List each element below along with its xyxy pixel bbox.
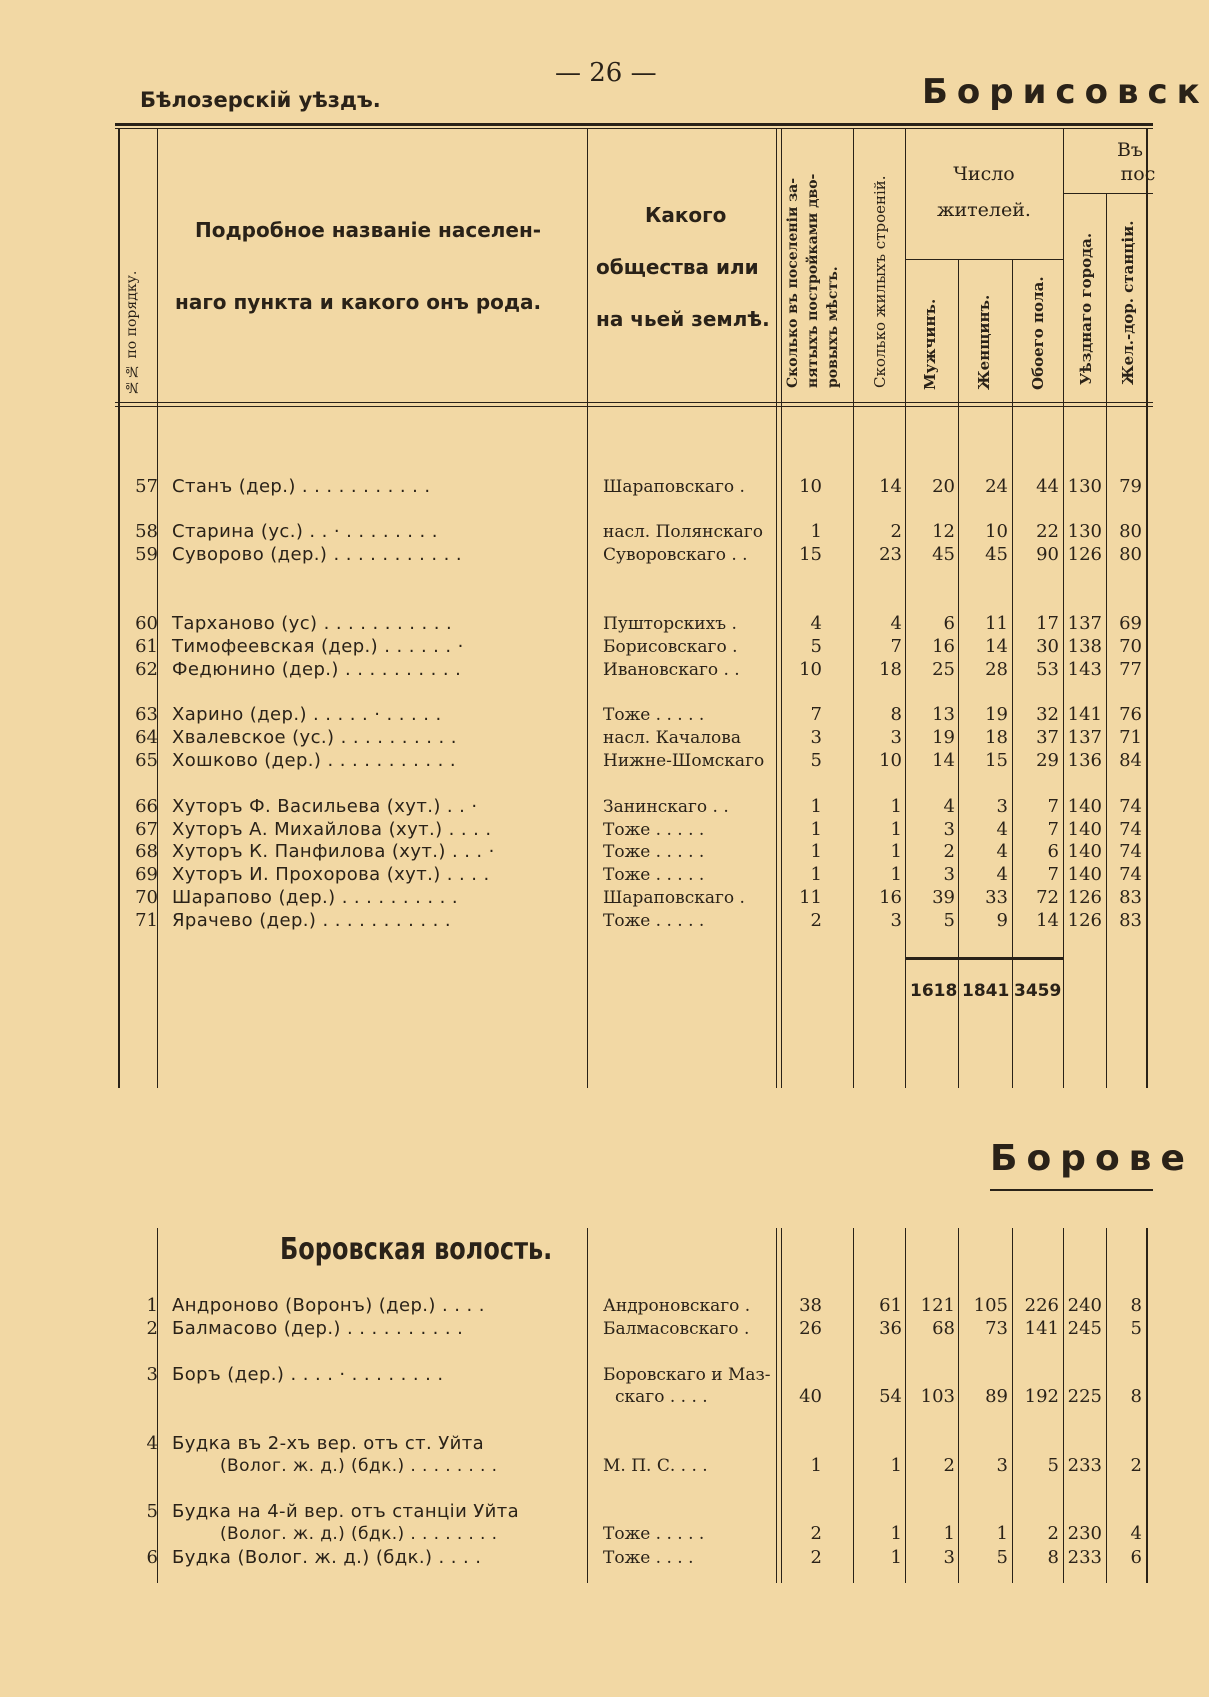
households: 2	[810, 1547, 822, 1568]
total: 2	[1047, 1523, 1059, 1544]
col-line	[1012, 259, 1013, 1088]
men: 45	[932, 544, 955, 565]
distance-station: 84	[1119, 750, 1142, 771]
row-number: 69	[135, 864, 158, 885]
row-number: 67	[135, 819, 158, 840]
society-name: Тоже . . . . .	[603, 911, 705, 931]
total: 32	[1036, 704, 1059, 725]
society-name: Тоже . . . . .	[603, 1524, 705, 1544]
men: 12	[932, 521, 955, 542]
men: 13	[932, 704, 955, 725]
men: 3	[943, 864, 955, 885]
men: 5	[943, 910, 955, 931]
settlement-name: Хуторъ Ф. Васильева (хут.) . . ·	[172, 796, 478, 817]
total-both: 3459	[1014, 981, 1062, 1001]
row-number: 1	[146, 1295, 158, 1316]
households: 10	[799, 659, 822, 680]
col-name-header-2: наго пункта и какого онъ рода.	[175, 290, 542, 314]
households: 2	[810, 1523, 822, 1544]
women: 33	[985, 887, 1008, 908]
society-name: Нижне-Шомскаго	[603, 751, 765, 771]
col-society-header-3: на чьей землѣ.	[596, 307, 770, 331]
settlement-name: Федюнино (дер.) . . . . . . . . . .	[172, 659, 462, 680]
total: 72	[1036, 887, 1059, 908]
buildings: 1	[890, 819, 902, 840]
distance-town: 140	[1067, 796, 1102, 817]
distance-station: 77	[1119, 659, 1142, 680]
total: 29	[1036, 750, 1059, 771]
distance-town: 136	[1067, 750, 1102, 771]
distance-station: 5	[1130, 1318, 1142, 1339]
row-number: 68	[135, 841, 158, 862]
distance-station: 4	[1130, 1523, 1142, 1544]
col-line	[1106, 193, 1107, 1088]
total: 14	[1036, 910, 1059, 931]
settlement-name-continued: (Волог. ж. д.) (бдк.) . . . . . . . .	[220, 1456, 498, 1476]
men: 16	[932, 636, 955, 657]
households: 5	[810, 636, 822, 657]
buildings: 36	[879, 1318, 902, 1339]
distance-station: 74	[1119, 864, 1142, 885]
women: 28	[985, 659, 1008, 680]
total: 226	[1024, 1295, 1059, 1316]
total: 7	[1047, 819, 1059, 840]
buildings: 1	[890, 1523, 902, 1544]
section-rule	[990, 1189, 1153, 1191]
women: 73	[985, 1318, 1008, 1339]
settlement-name: Ярачево (дер.) . . . . . . . . . . .	[172, 910, 452, 931]
society-name: Суворовскаго . .	[603, 545, 748, 565]
settlement-name: Станъ (дер.) . . . . . . . . . . .	[172, 476, 431, 497]
total: 192	[1024, 1386, 1059, 1407]
households: 15	[799, 544, 822, 565]
row-number: 71	[135, 910, 158, 931]
volost-header: Борисовск	[922, 72, 1209, 112]
total: 53	[1036, 659, 1059, 680]
men: 14	[932, 750, 955, 771]
men: 19	[932, 727, 955, 748]
distance-town: 126	[1067, 887, 1102, 908]
settlement-name: Хвалевское (ус.) . . . . . . . . . .	[172, 727, 457, 748]
distance-station: 76	[1119, 704, 1142, 725]
households: 1	[810, 864, 822, 885]
buildings: 54	[879, 1386, 902, 1407]
total: 7	[1047, 796, 1059, 817]
society-name: Шараповскаго .	[603, 477, 745, 497]
col-line	[1146, 1228, 1148, 1583]
table-top-rule	[115, 123, 1153, 126]
buildings: 4	[890, 613, 902, 634]
total: 22	[1036, 521, 1059, 542]
row-number: 60	[135, 613, 158, 634]
distance-town: 137	[1067, 727, 1102, 748]
distance-station: 2	[1130, 1455, 1142, 1476]
women: 3	[996, 1455, 1008, 1476]
men: 68	[932, 1318, 955, 1339]
men: 3	[943, 1547, 955, 1568]
table-top-rule-thin	[115, 128, 1153, 129]
settlement-name: Хуторъ К. Панфилова (хут.) . . . ·	[172, 841, 495, 862]
society-name: насл. Качалова	[603, 728, 742, 748]
header-bottom-rule	[115, 402, 1153, 403]
men: 2	[943, 1455, 955, 1476]
col-households-header-2: нятыхъ постройками дво-	[805, 173, 821, 388]
society-name: насл. Полянскаго	[603, 522, 763, 542]
society-name-continued: скаго . . . .	[615, 1387, 708, 1407]
settlement-name: Хуторъ И. Прохорова (хут.) . . . .	[172, 864, 490, 885]
households: 1	[810, 819, 822, 840]
row-number: 66	[135, 796, 158, 817]
distance-station: 83	[1119, 887, 1142, 908]
men: 121	[920, 1295, 955, 1316]
distance-station: 6	[1130, 1547, 1142, 1568]
totals-rule	[905, 957, 1063, 960]
residents-header-1: Число	[953, 163, 1015, 185]
households: 2	[810, 910, 822, 931]
settlement-name: Суворово (дер.) . . . . . . . . . . .	[172, 544, 463, 565]
col-men-header: Мужчинъ.	[921, 298, 939, 390]
row-number: 4	[146, 1433, 158, 1454]
distance-town: 130	[1067, 476, 1102, 497]
buildings: 23	[879, 544, 902, 565]
total-women: 1841	[962, 981, 1010, 1001]
settlement-name: Будка (Волог. ж. д.) (бдк.) . . . .	[172, 1547, 482, 1568]
total: 30	[1036, 636, 1059, 657]
distance-station: 8	[1130, 1295, 1142, 1316]
women: 24	[985, 476, 1008, 497]
households: 26	[799, 1318, 822, 1339]
society-name: Шараповскаго .	[603, 888, 745, 908]
buildings: 14	[879, 476, 902, 497]
distance-town: 225	[1067, 1386, 1102, 1407]
settlement-name: Тимофеевская (дер.) . . . . . . ·	[172, 636, 464, 657]
households: 3	[810, 727, 822, 748]
col-station-header: Жел.-дор. станціи.	[1119, 220, 1137, 385]
row-number: 64	[135, 727, 158, 748]
total: 90	[1036, 544, 1059, 565]
distance-town: 126	[1067, 544, 1102, 565]
col-line	[157, 128, 158, 1088]
households: 38	[799, 1295, 822, 1316]
distance-town: 130	[1067, 521, 1102, 542]
distance-station: 8	[1130, 1386, 1142, 1407]
row-number: 6	[146, 1547, 158, 1568]
society-name: Андроновскаго .	[603, 1296, 751, 1316]
col-line	[853, 128, 854, 1088]
distance-town: 137	[1067, 613, 1102, 634]
households: 10	[799, 476, 822, 497]
distance-town: 138	[1067, 636, 1102, 657]
distance-town: 140	[1067, 841, 1102, 862]
settlement-name: Будка на 4-й вер. отъ станціи Уйта	[172, 1501, 520, 1522]
header-bottom-rule-2	[115, 406, 1153, 407]
settlement-name: Андроново (Воронъ) (дер.) . . . .	[172, 1295, 485, 1316]
col-women-header: Женщинъ.	[975, 294, 993, 390]
row-number: 57	[135, 476, 158, 497]
row-number: 61	[135, 636, 158, 657]
settlement-name: Боръ (дер.) . . . . · . . . . . . . .	[172, 1364, 444, 1385]
buildings: 3	[890, 910, 902, 931]
distance-station: 74	[1119, 796, 1142, 817]
households: 40	[799, 1386, 822, 1407]
buildings: 10	[879, 750, 902, 771]
settlement-name: Шарапово (дер.) . . . . . . . . . .	[172, 887, 459, 908]
distance-station: 80	[1119, 521, 1142, 542]
col-town-header: Уѣзднаго города.	[1077, 232, 1095, 385]
buildings: 7	[890, 636, 902, 657]
men: 1	[943, 1523, 955, 1544]
distance-station: 71	[1119, 727, 1142, 748]
households: 11	[799, 887, 822, 908]
row-number: 2	[146, 1318, 158, 1339]
distance-station: 83	[1119, 910, 1142, 931]
col-line	[587, 1228, 588, 1583]
col-line	[1012, 1228, 1013, 1583]
buildings: 1	[890, 796, 902, 817]
society-name: М. П. С. . . .	[603, 1456, 708, 1476]
women: 14	[985, 636, 1008, 657]
distance-town: 140	[1067, 864, 1102, 885]
distance-station: 69	[1119, 613, 1142, 634]
row-number: 5	[146, 1501, 158, 1522]
women: 10	[985, 521, 1008, 542]
distance-town: 233	[1067, 1455, 1102, 1476]
distance-station: 74	[1119, 841, 1142, 862]
total: 37	[1036, 727, 1059, 748]
women: 15	[985, 750, 1008, 771]
row-number: 3	[146, 1364, 158, 1385]
row-number: 70	[135, 887, 158, 908]
buildings: 1	[890, 841, 902, 862]
section-header-right: Борове	[990, 1138, 1194, 1179]
society-name: Борисовскаго .	[603, 637, 738, 657]
col-buildings-header: Сколько жилыхъ строеній.	[871, 175, 889, 388]
col-line	[776, 1228, 777, 1583]
society-name: Занинскаго . .	[603, 797, 729, 817]
buildings: 61	[879, 1295, 902, 1316]
women: 4	[996, 864, 1008, 885]
men: 25	[932, 659, 955, 680]
society-name: Ивановскаго . .	[603, 660, 740, 680]
residents-subrule	[905, 259, 1063, 260]
page-number: — 26 —	[555, 58, 657, 88]
distance-town: 126	[1067, 910, 1102, 931]
distance-station: 79	[1119, 476, 1142, 497]
residents-header-2: жителей.	[937, 199, 1031, 221]
society-name: Тоже . . . .	[603, 1548, 694, 1568]
row-number: 59	[135, 544, 158, 565]
men: 4	[943, 796, 955, 817]
men: 39	[932, 887, 955, 908]
distance-subrule	[1063, 193, 1153, 194]
households: 4	[810, 613, 822, 634]
row-number: 58	[135, 521, 158, 542]
row-number: 63	[135, 704, 158, 725]
society-name: Тоже . . . . .	[603, 820, 705, 840]
society-name: Тоже . . . . .	[603, 842, 705, 862]
settlement-name: Тарханово (ус) . . . . . . . . . . .	[172, 613, 453, 634]
distance-header-2: пос	[1120, 163, 1156, 185]
row-number: 62	[135, 659, 158, 680]
col-line	[1146, 128, 1148, 1088]
section-title: Боровская волость.	[280, 1232, 553, 1267]
buildings: 18	[879, 659, 902, 680]
distance-station: 74	[1119, 819, 1142, 840]
col-line	[958, 1228, 959, 1583]
row-number: 65	[135, 750, 158, 771]
households: 1	[810, 796, 822, 817]
settlement-name: Будка въ 2-хъ вер. отъ ст. Уйта	[172, 1433, 485, 1454]
col-households-header-1: Сколько въ поселеніи за-	[785, 177, 801, 388]
distance-town: 245	[1067, 1318, 1102, 1339]
col-line	[1063, 128, 1064, 1088]
buildings: 8	[890, 704, 902, 725]
total: 8	[1047, 1547, 1059, 1568]
distance-town: 233	[1067, 1547, 1102, 1568]
distance-town: 140	[1067, 819, 1102, 840]
distance-town: 143	[1067, 659, 1102, 680]
total: 17	[1036, 613, 1059, 634]
households: 1	[810, 521, 822, 542]
society-name: Пушторскихъ .	[603, 614, 737, 634]
buildings: 2	[890, 521, 902, 542]
settlement-name: Старина (ус.) . . · . . . . . . . .	[172, 521, 438, 542]
col-line	[118, 128, 120, 1088]
women: 4	[996, 841, 1008, 862]
women: 18	[985, 727, 1008, 748]
buildings: 3	[890, 727, 902, 748]
households: 1	[810, 841, 822, 862]
households: 1	[810, 1455, 822, 1476]
total: 44	[1036, 476, 1059, 497]
total: 141	[1024, 1318, 1059, 1339]
distance-station: 80	[1119, 544, 1142, 565]
society-name: Боровскаго и Маз-	[603, 1365, 771, 1385]
men: 2	[943, 841, 955, 862]
women: 45	[985, 544, 1008, 565]
women: 5	[996, 1547, 1008, 1568]
district-header: Бѣлозерскій уѣздъ.	[140, 88, 381, 112]
men: 20	[932, 476, 955, 497]
society-name: Тоже . . . . .	[603, 705, 705, 725]
distance-town: 240	[1067, 1295, 1102, 1316]
buildings: 16	[879, 887, 902, 908]
buildings: 1	[890, 864, 902, 885]
men: 3	[943, 819, 955, 840]
col-households-header-3: ровыхъ мѣстъ.	[825, 266, 841, 388]
col-line	[905, 128, 906, 1088]
women: 9	[996, 910, 1008, 931]
settlement-name: Балмасово (дер.) . . . . . . . . . .	[172, 1318, 464, 1339]
distance-header-1: Въ	[1116, 139, 1144, 161]
society-name: Тоже . . . . .	[603, 865, 705, 885]
distance-town: 141	[1067, 704, 1102, 725]
total: 6	[1047, 841, 1059, 862]
women: 11	[985, 613, 1008, 634]
col-society-header-1: Какого	[645, 203, 727, 227]
buildings: 1	[890, 1547, 902, 1568]
men: 6	[943, 613, 955, 634]
men: 103	[920, 1386, 955, 1407]
col-society-header-2: общества или	[596, 255, 759, 279]
col-line	[587, 128, 588, 1088]
distance-station: 70	[1119, 636, 1142, 657]
total: 7	[1047, 864, 1059, 885]
women: 19	[985, 704, 1008, 725]
women: 3	[996, 796, 1008, 817]
col-num-header: №№ по порядку.	[124, 270, 140, 395]
women: 89	[985, 1386, 1008, 1407]
buildings: 1	[890, 1455, 902, 1476]
col-line	[1106, 1228, 1107, 1583]
col-both-header: Обоего пола.	[1029, 276, 1047, 390]
settlement-name: Хуторъ А. Михайлова (хут.) . . . .	[172, 819, 492, 840]
total-men: 1618	[910, 981, 958, 1001]
col-line	[781, 128, 782, 1088]
households: 7	[810, 704, 822, 725]
households: 5	[810, 750, 822, 771]
women: 105	[973, 1295, 1008, 1316]
society-name: Балмасовскаго .	[603, 1319, 750, 1339]
settlement-name-continued: (Волог. ж. д.) (бдк.) . . . . . . . .	[220, 1524, 498, 1544]
col-line	[958, 259, 959, 1088]
settlement-name: Хошково (дер.) . . . . . . . . . . .	[172, 750, 457, 771]
women: 1	[996, 1523, 1008, 1544]
women: 4	[996, 819, 1008, 840]
total: 5	[1047, 1455, 1059, 1476]
col-line	[776, 128, 777, 1088]
col-line	[157, 1228, 158, 1583]
distance-town: 230	[1067, 1523, 1102, 1544]
col-name-header-1: Подробное названіе населен-	[195, 218, 542, 242]
settlement-name: Харино (дер.) . . . . . · . . . . .	[172, 704, 442, 725]
